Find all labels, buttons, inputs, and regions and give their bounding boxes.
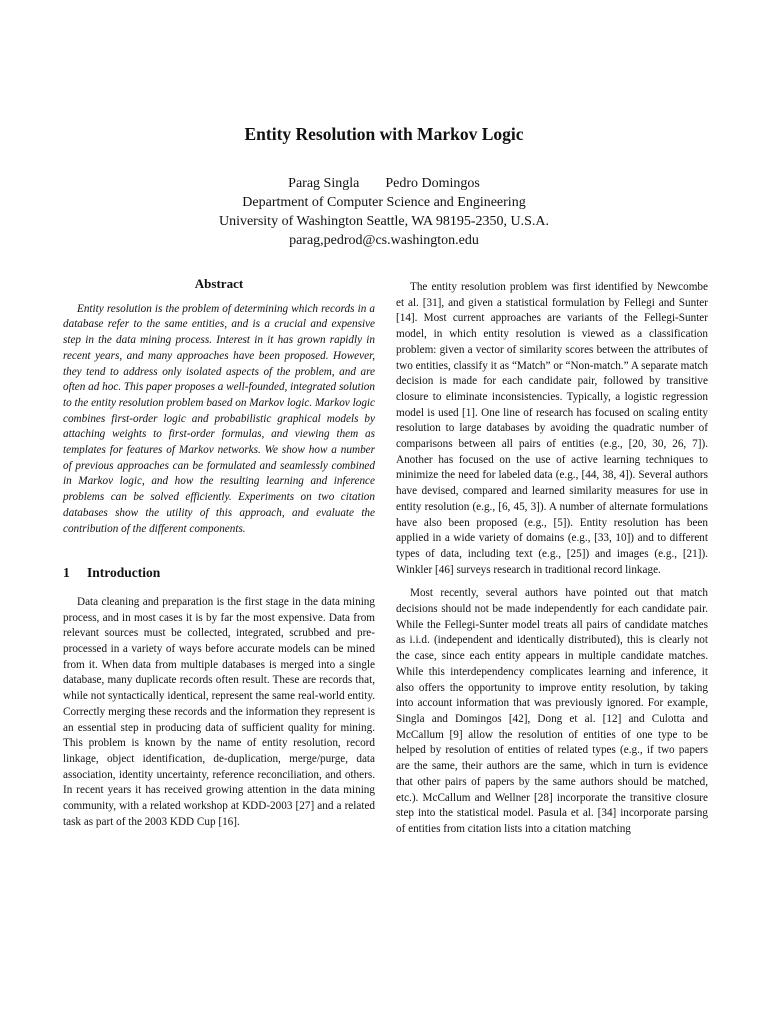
right-column <box>396 280 708 838</box>
section-number: 1 <box>63 565 70 581</box>
author-email: parag,pedrod@cs.washington.edu <box>289 233 479 248</box>
section-heading-introduction <box>63 565 375 581</box>
intro-paragraph-3: Most recently, several authors have pointed out that match decisions should not be made independently for each candidate pair. While the Fellegi-Sunter model treats all pairs of candidate matches as i.i.d. (independent and identically distributed), this is clearly not the case, since each entity appears in multiple candidate matches. While this interdependency complicates learning and inference, it also offers the opportunity to improve entity resolution, by taking into account information that was previously ignored. For example, Singla and Domingos [42], Dong et al. [12] and Culotta and McCallum [9] allow the resolution of entities of one type to be helped by resolution of entities of related types (e.g., if two papers are the same, their authors are the same, which in turn is evidence that other pairs of papers by the same authors should be matched, etc.). McCallum and Wellner [28] incorporate the transitive closure step into the statistical model. Pasula et al. [34] incorporate parsing of entities from citation lists into a citation matching <box>396 587 708 835</box>
author-name: Pedro Domingos <box>385 176 480 191</box>
author-department: Department of Computer Science and Engineering <box>242 195 526 210</box>
author-block <box>0 174 768 250</box>
author-name: Parag Singla <box>288 176 360 191</box>
paper-title: Entity Resolution with Markov Logic <box>244 124 524 144</box>
intro-paragraph-2: The entity resolution problem was first identified by Newcombe et al. [31], and given a statistical formulation by Fellegi and Sunter [14]. Most current approaches are variants of the Fellegi-Sunter model, in which entity resolution is viewed as a classification problem: given a vector of similarity scores between the attributes of two entities, classify it as “Match” or “Non-match.” A separate match decision is made for each candidate pair, followed by transitive closure to eliminate inconsistencies. Typically, a logistic regression model is used [1]. One line of research has focused on scaling entity resolution to large databases by avoiding the quadratic number of comparisons between all pairs of entities (e.g., [20, 30, 26, 7]). Another has focused on the use of active learning techniques to minimize the need for labeled data (e.g., [44, 38, 4]). Several authors have devised, compared and learned similarity measures for use in entity resolution (e.g., [6, 45, 3]). A number of alternate formulations have also been proposed (e.g., [5]). Entity resolution has been applied in a wide variety of domains (e.g., [33, 10]) and to different types of data, including text (e.g., [25]) and images (e.g., [21]). Winkler [46] surveys research in traditional record linkage. <box>396 281 708 576</box>
left-column <box>63 276 375 831</box>
intro-paragraph-1: Data cleaning and preparation is the first stage in the data mining process, and in most cases it is by far the most expensive. Data from relevant sources must be collected, integrated, scrubbed and pre-processed in a variety of ways before accurate models can be mined from it. When data from multiple databases is merged into a single database, many duplicate records often result. These are records that, while not syntactically identical, represent the same real-world entity. Correctly merging these records and the information they represent is an essential step in producing data of sufficient quality for mining. This problem is known by the name of entity resolution, record linkage, object identification, de-duplication, merge/purge, data association, identity uncertainty, reference reconciliation, and others. In recent years it has received growing attention in the data mining community, with a related workshop at KDD-2003 [27] and a related task as part of the 2003 KDD Cup [16]. <box>63 595 375 828</box>
author-names <box>0 174 768 193</box>
author-university: University of Washington Seattle, WA 98195-2350, U.S.A. <box>218 214 550 229</box>
section-title: Introduction <box>87 565 161 581</box>
abstract-heading: Abstract <box>194 276 244 291</box>
abstract-text: Entity resolution is the problem of determining which records in a database refer to the same entities, and is a crucial and expensive step in the data mining process. Interest in it has grown rapidly in recent years, and many approaches have been proposed. However, they tend to address only isolated aspects of the problem, and are often ad hoc. This paper proposes a well-founded, integrated solution to the entity resolution problem based on Markov logic. Markov logic combines first-order logic and probabilistic graphical models by attaching weights to first-order formulas, and viewing them as templates for features of Markov networks. We show how a number of previous approaches can be formulated and seamlessly combined in Markov logic, and how the resulting learning and inference problems can be solved efficiently. Experiments on two citation databases show the utility of this approach, and evaluate the contribution of the different components. <box>63 302 375 535</box>
